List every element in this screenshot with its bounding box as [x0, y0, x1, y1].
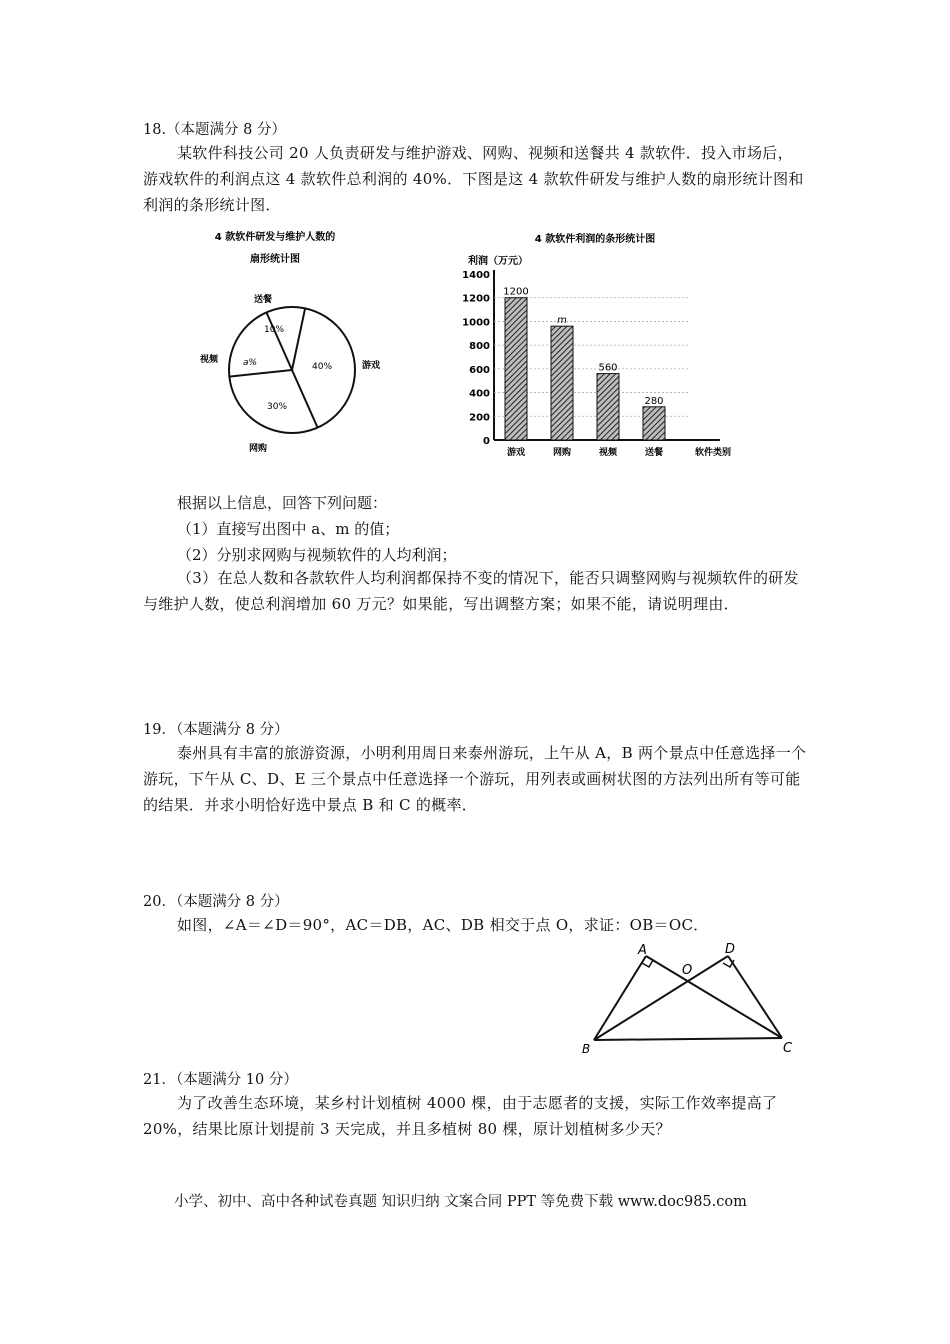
bar-1 — [505, 298, 527, 440]
bar-data-label: m — [557, 315, 567, 327]
footer-note: 小学、初中、高中各种试卷真题 知识归纳 文案合同 PPT 等免费下载 www.doc985.com — [174, 1194, 747, 1210]
pie-title: 4 款软件研发与维护人数的 — [214, 232, 336, 243]
segment-BC — [594, 1038, 782, 1040]
bar-ytick-label: 1400 — [462, 270, 490, 281]
bar-ytick-label: 1000 — [462, 317, 490, 329]
bar-data-label: 560 — [598, 362, 618, 374]
q18-intro: 根据以上信息，回答下列问题： — [177, 494, 388, 512]
pie-label-youxi: 游戏 — [362, 361, 381, 371]
bar-category-label: 送餐 — [644, 448, 664, 458]
vertex-label-A: A — [638, 943, 647, 958]
bar-2 — [551, 326, 573, 440]
pie-slices — [229, 307, 355, 433]
bar-chart — [450, 222, 760, 467]
segment-DC — [728, 956, 782, 1038]
q19-body: 泰州具有丰富的旅游资源，小明利用周日来泰州游玩，上午从 A，B 两个景点中任意选择一个游玩，下午从 C、D、E 三个景点中任意选择一个游玩，用列表或画树状图的方法列出所有等可能的结果．并求小明恰好选中景点 B 和 C 的概率． — [143, 744, 807, 814]
pie-label-wanggou: 网购 — [249, 444, 268, 454]
vertex-label-C: C — [783, 1041, 793, 1056]
q18-sub1: （1）直接写出图中 a、m 的值； — [177, 520, 400, 538]
bar-ytick-label: 200 — [469, 412, 490, 424]
segment-DB — [594, 956, 728, 1040]
vertex-label-B: B — [582, 1042, 591, 1056]
bar-ytick-label: 1200 — [462, 293, 490, 305]
bar-4 — [643, 407, 665, 440]
q21-heading: 21．（本题满分 10 分） — [143, 1072, 298, 1088]
bar-category-label: 视频 — [598, 448, 618, 458]
bar-ytick-label: 800 — [469, 341, 490, 353]
pie-chart — [190, 222, 410, 462]
q18-sub2: （2）分别求网购与视频软件的人均利润； — [177, 546, 457, 564]
pie-pct-wanggou: 30% — [267, 402, 288, 412]
pie-pct-songcan: 10% — [264, 325, 285, 335]
segment-AC — [646, 956, 782, 1038]
q18-body: 某软件科技公司 20 人负责研发与维护游戏、网购、视频和送餐共 4 款软件．投入市场后，游戏软件的利润点这 4 款软件总利润的 40%．下图是这 4 款软件研发与维护人数的扇形统计图和利润的条形统计图． — [143, 144, 804, 214]
q18-heading: 18.（本题满分 8 分） — [143, 122, 287, 138]
bar-3 — [597, 374, 619, 440]
q20-triangle-figure — [578, 936, 808, 1058]
pie-subtitle: 扇形统计图 — [250, 254, 300, 265]
bar-ytick-label: 0 — [483, 436, 490, 447]
segment-AB — [594, 956, 646, 1040]
bar-category-label: 网购 — [552, 448, 572, 458]
q19-heading: 19．（本题满分 8 分） — [143, 722, 289, 738]
bar-data-label: 280 — [644, 395, 664, 407]
q20-heading: 20．（本题满分 8 分） — [143, 894, 289, 910]
bar-title: 4 款软件利润的条形统计图 — [534, 234, 656, 245]
bar-marks — [462, 270, 720, 458]
vertex-label-O: O — [682, 963, 693, 978]
pie-pct-youxi: 40% — [312, 362, 333, 372]
bar-xlabel: 软件类别 — [695, 448, 732, 458]
q20-body: 如图，∠A＝∠D＝90°，AC＝DB，AC、DB 相交于点 O，求证：OB＝OC． — [177, 916, 709, 934]
bar-ylabel: 利润（万元） — [468, 256, 528, 267]
bar-category-label: 游戏 — [506, 448, 526, 458]
bar-ytick-label: 400 — [469, 388, 490, 400]
pie-pct-shipin: a% — [243, 358, 258, 368]
bar-ytick-label: 600 — [469, 364, 490, 376]
q21-body: 为了改善生态环境，某乡村计划植树 4000 棵，由于志愿者的支援，实际工作效率提高了 20%，结果比原计划提前 3 天完成，并且多植树 80 棵，原计划植树多少天？ — [143, 1094, 778, 1138]
pie-label-songcan: 送餐 — [254, 295, 273, 305]
pie-label-shipin: 视频 — [200, 355, 219, 365]
q18-sub3: （3）在总人数和各款软件人均利润都保持不变的情况下，能否只调整网购与视频软件的研发与维护人数，使总利润增加 60 万元？如果能，写出调整方案；如果不能，请说明理由． — [143, 569, 799, 613]
vertex-label-D: D — [725, 942, 736, 957]
bar-data-label: 1200 — [503, 286, 529, 298]
